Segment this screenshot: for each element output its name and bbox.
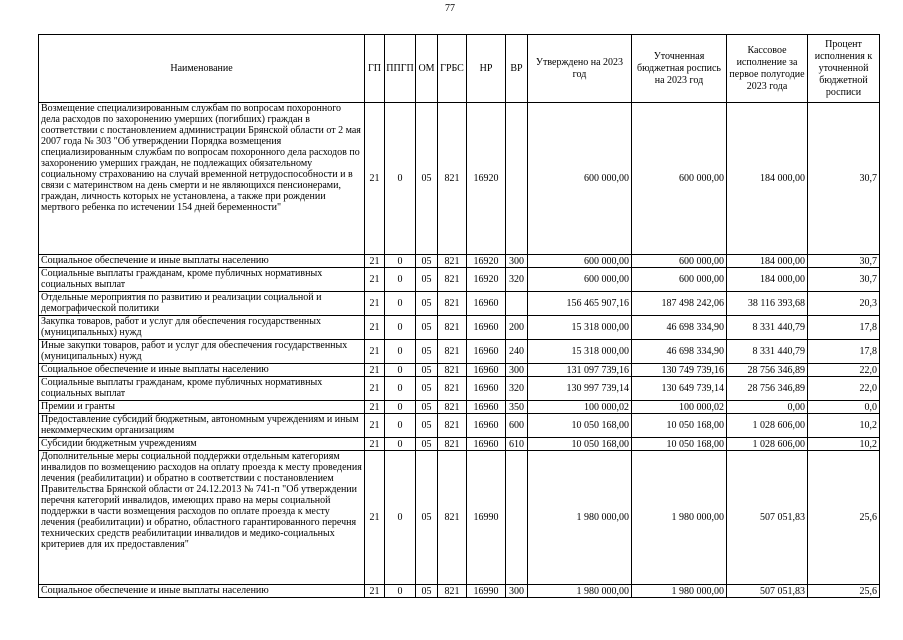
row-nr: 16920 <box>467 268 506 292</box>
row-gp: 21 <box>365 401 385 414</box>
row-pgp: 0 <box>385 414 416 438</box>
row-percent: 10,2 <box>808 438 880 451</box>
row-cash: 0,00 <box>727 401 808 414</box>
row-om: 05 <box>416 364 438 377</box>
row-om: 05 <box>416 255 438 268</box>
row-percent: 22,0 <box>808 364 880 377</box>
row-pgp: 0 <box>385 585 416 598</box>
row-vr: 320 <box>506 377 528 401</box>
row-vr <box>506 292 528 316</box>
table-row <box>39 414 880 438</box>
row-gp: 21 <box>365 585 385 598</box>
row-om: 05 <box>416 585 438 598</box>
row-name: Субсидии бюджетным учреждениям <box>39 438 365 451</box>
row-gp: 21 <box>365 103 385 255</box>
table-row <box>39 451 880 585</box>
row-om: 05 <box>416 377 438 401</box>
row-om: 05 <box>416 316 438 340</box>
row-vr: 200 <box>506 316 528 340</box>
row-revised: 600 000,00 <box>632 103 727 255</box>
table-row <box>39 255 880 268</box>
row-approved: 1 980 000,00 <box>528 585 632 598</box>
row-om: 05 <box>416 451 438 585</box>
row-pgp: 0 <box>385 451 416 585</box>
row-revised: 130 649 739,14 <box>632 377 727 401</box>
row-grbs: 821 <box>438 340 467 364</box>
row-nr: 16960 <box>467 364 506 377</box>
row-revised: 46 698 334,90 <box>632 316 727 340</box>
row-pgp: 0 <box>385 268 416 292</box>
row-om: 05 <box>416 438 438 451</box>
row-nr: 16960 <box>467 292 506 316</box>
row-percent: 30,7 <box>808 103 880 255</box>
row-cash: 8 331 440,79 <box>727 316 808 340</box>
row-nr: 16920 <box>467 255 506 268</box>
row-om: 05 <box>416 340 438 364</box>
row-pgp: 0 <box>385 340 416 364</box>
row-gp: 21 <box>365 438 385 451</box>
row-grbs: 821 <box>438 451 467 585</box>
row-cash: 1 028 606,00 <box>727 438 808 451</box>
row-approved: 10 050 168,00 <box>528 438 632 451</box>
row-om: 05 <box>416 414 438 438</box>
row-grbs: 821 <box>438 292 467 316</box>
row-cash: 28 756 346,89 <box>727 364 808 377</box>
row-nr: 16960 <box>467 316 506 340</box>
row-cash: 8 331 440,79 <box>727 340 808 364</box>
row-approved: 15 318 000,00 <box>528 340 632 364</box>
row-revised: 130 749 739,16 <box>632 364 727 377</box>
row-pgp: 0 <box>385 364 416 377</box>
row-pgp: 0 <box>385 438 416 451</box>
row-gp: 21 <box>365 268 385 292</box>
row-percent: 30,7 <box>808 268 880 292</box>
row-name: Закупка товаров, работ и услуг для обеспечения государственных (муниципальных) нужд <box>39 316 365 340</box>
row-om: 05 <box>416 401 438 414</box>
table-row <box>39 103 880 255</box>
row-nr: 16920 <box>467 103 506 255</box>
row-grbs: 821 <box>438 364 467 377</box>
table-row <box>39 364 880 377</box>
row-gp: 21 <box>365 451 385 585</box>
row-vr: 300 <box>506 255 528 268</box>
row-vr: 300 <box>506 364 528 377</box>
row-nr: 16960 <box>467 340 506 364</box>
row-percent: 0,0 <box>808 401 880 414</box>
row-vr: 240 <box>506 340 528 364</box>
row-cash: 38 116 393,68 <box>727 292 808 316</box>
row-approved: 100 000,02 <box>528 401 632 414</box>
row-cash: 184 000,00 <box>727 103 808 255</box>
row-cash: 1 028 606,00 <box>727 414 808 438</box>
budget-table <box>38 34 880 598</box>
row-revised: 100 000,02 <box>632 401 727 414</box>
row-percent: 30,7 <box>808 255 880 268</box>
row-name: Отдельные мероприятия по развитию и реализации социальной и демографической политики <box>39 292 365 316</box>
row-name: Дополнительные меры социальной поддержки отдельным категориям инвалидов по возмещению расходов на оплату проезда к месту проведения лечения (реабилитации) и обратно в соответствии с постановлением Правительства Брянской области от 24.12.2013 № 741-п "Об утверждении перечня категорий инвалидов, имеющих право на меры социальной поддержки в части возмещения расходов по оплате проезда к месту лечения (реабилитации) и обратно, областного гарантированного перечня технических средств реабилитации инвалидов и медико-социальных критериев для их предоставления" <box>39 451 365 585</box>
header-revised: Уточненная бюджетная роспись на 2023 год <box>632 35 727 103</box>
row-name: Социальное обеспечение и иные выплаты населению <box>39 364 365 377</box>
row-grbs: 821 <box>438 377 467 401</box>
row-vr: 320 <box>506 268 528 292</box>
row-grbs: 821 <box>438 255 467 268</box>
row-name: Иные закупки товаров, работ и услуг для обеспечения государственных (муниципальных) нужд <box>39 340 365 364</box>
header-percent: Процент исполнения к уточненной бюджетной росписи <box>808 35 880 103</box>
table-row <box>39 585 880 598</box>
row-approved: 130 997 739,14 <box>528 377 632 401</box>
table-row <box>39 292 880 316</box>
row-revised: 600 000,00 <box>632 268 727 292</box>
row-approved: 10 050 168,00 <box>528 414 632 438</box>
row-pgp: 0 <box>385 103 416 255</box>
row-cash: 28 756 346,89 <box>727 377 808 401</box>
row-approved: 156 465 907,16 <box>528 292 632 316</box>
row-nr: 16960 <box>467 377 506 401</box>
row-gp: 21 <box>365 255 385 268</box>
row-percent: 25,6 <box>808 451 880 585</box>
row-gp: 21 <box>365 316 385 340</box>
row-pgp: 0 <box>385 316 416 340</box>
row-percent: 17,8 <box>808 316 880 340</box>
header-vr: ВР <box>506 35 528 103</box>
row-gp: 21 <box>365 292 385 316</box>
row-percent: 20,3 <box>808 292 880 316</box>
row-revised: 187 498 242,06 <box>632 292 727 316</box>
table-row <box>39 401 880 414</box>
row-nr: 16960 <box>467 401 506 414</box>
row-grbs: 821 <box>438 103 467 255</box>
row-vr: 600 <box>506 414 528 438</box>
row-revised: 1 980 000,00 <box>632 585 727 598</box>
row-revised: 46 698 334,90 <box>632 340 727 364</box>
table-row <box>39 340 880 364</box>
header-om: ОМ <box>416 35 438 103</box>
row-nr: 16960 <box>467 438 506 451</box>
row-vr <box>506 103 528 255</box>
row-percent: 25,6 <box>808 585 880 598</box>
row-om: 05 <box>416 268 438 292</box>
table-row <box>39 438 880 451</box>
row-nr: 16990 <box>467 585 506 598</box>
row-name: Социальное обеспечение и иные выплаты населению <box>39 255 365 268</box>
row-approved: 131 097 739,16 <box>528 364 632 377</box>
row-cash: 184 000,00 <box>727 255 808 268</box>
row-pgp: 0 <box>385 401 416 414</box>
row-name: Социальные выплаты гражданам, кроме публичных нормативных социальных выплат <box>39 377 365 401</box>
row-approved: 15 318 000,00 <box>528 316 632 340</box>
table-row <box>39 377 880 401</box>
header-row <box>39 35 880 103</box>
row-cash: 184 000,00 <box>727 268 808 292</box>
row-name: Социальное обеспечение и иные выплаты населению <box>39 585 365 598</box>
row-om: 05 <box>416 292 438 316</box>
row-gp: 21 <box>365 377 385 401</box>
row-revised: 10 050 168,00 <box>632 438 727 451</box>
row-name: Премии и гранты <box>39 401 365 414</box>
row-vr: 610 <box>506 438 528 451</box>
row-grbs: 821 <box>438 585 467 598</box>
row-gp: 21 <box>365 364 385 377</box>
row-approved: 1 980 000,00 <box>528 451 632 585</box>
row-grbs: 821 <box>438 316 467 340</box>
header-pgp: ППГП <box>385 35 416 103</box>
row-nr: 16960 <box>467 414 506 438</box>
row-name: Предоставление субсидий бюджетным, автономным учреждениям и иным некоммерческим организациям <box>39 414 365 438</box>
row-nr: 16990 <box>467 451 506 585</box>
row-name: Возмещение специализированным службам по вопросам похоронного дела расходов по захоронению умерших (погибших) граждан в соответствии с постановлением администрации Брянской области от 2 мая 2007 года № 303 "Об утверждении Порядка возмещения специализированным службам по вопросам похоронного дела расходов по захоронению умерших граждан, не подлежащих обязательному социальному страхованию на случай временной нетрудоспособности и в связи с материнством на день смерти и не являющихся пенсионерами, граждан, личность которых не установлена, а также при рождении мертвого ребенка по истечении 154 дней беременности" <box>39 103 365 255</box>
row-cash: 507 051,83 <box>727 585 808 598</box>
row-percent: 17,8 <box>808 340 880 364</box>
row-grbs: 821 <box>438 414 467 438</box>
row-pgp: 0 <box>385 377 416 401</box>
row-om: 05 <box>416 103 438 255</box>
table-row <box>39 268 880 292</box>
header-grbs: ГРБС <box>438 35 467 103</box>
page-number: 77 <box>445 3 455 14</box>
row-grbs: 821 <box>438 438 467 451</box>
row-percent: 22,0 <box>808 377 880 401</box>
row-approved: 600 000,00 <box>528 103 632 255</box>
header-cash: Кассовое исполнение за первое полугодие 2023 года <box>727 35 808 103</box>
row-pgp: 0 <box>385 292 416 316</box>
header-gp: ГП <box>365 35 385 103</box>
row-gp: 21 <box>365 340 385 364</box>
row-vr: 350 <box>506 401 528 414</box>
row-pgp: 0 <box>385 255 416 268</box>
row-approved: 600 000,00 <box>528 255 632 268</box>
row-cash: 507 051,83 <box>727 451 808 585</box>
table-row <box>39 316 880 340</box>
row-vr: 300 <box>506 585 528 598</box>
row-approved: 600 000,00 <box>528 268 632 292</box>
row-vr <box>506 451 528 585</box>
header-nr: НР <box>467 35 506 103</box>
header-approved: Утверждено на 2023 год <box>528 35 632 103</box>
header-name: Наименование <box>39 35 365 103</box>
row-percent: 10,2 <box>808 414 880 438</box>
row-name: Социальные выплаты гражданам, кроме публичных нормативных социальных выплат <box>39 268 365 292</box>
row-gp: 21 <box>365 414 385 438</box>
row-revised: 600 000,00 <box>632 255 727 268</box>
row-grbs: 821 <box>438 401 467 414</box>
row-revised: 10 050 168,00 <box>632 414 727 438</box>
row-grbs: 821 <box>438 268 467 292</box>
row-revised: 1 980 000,00 <box>632 451 727 585</box>
